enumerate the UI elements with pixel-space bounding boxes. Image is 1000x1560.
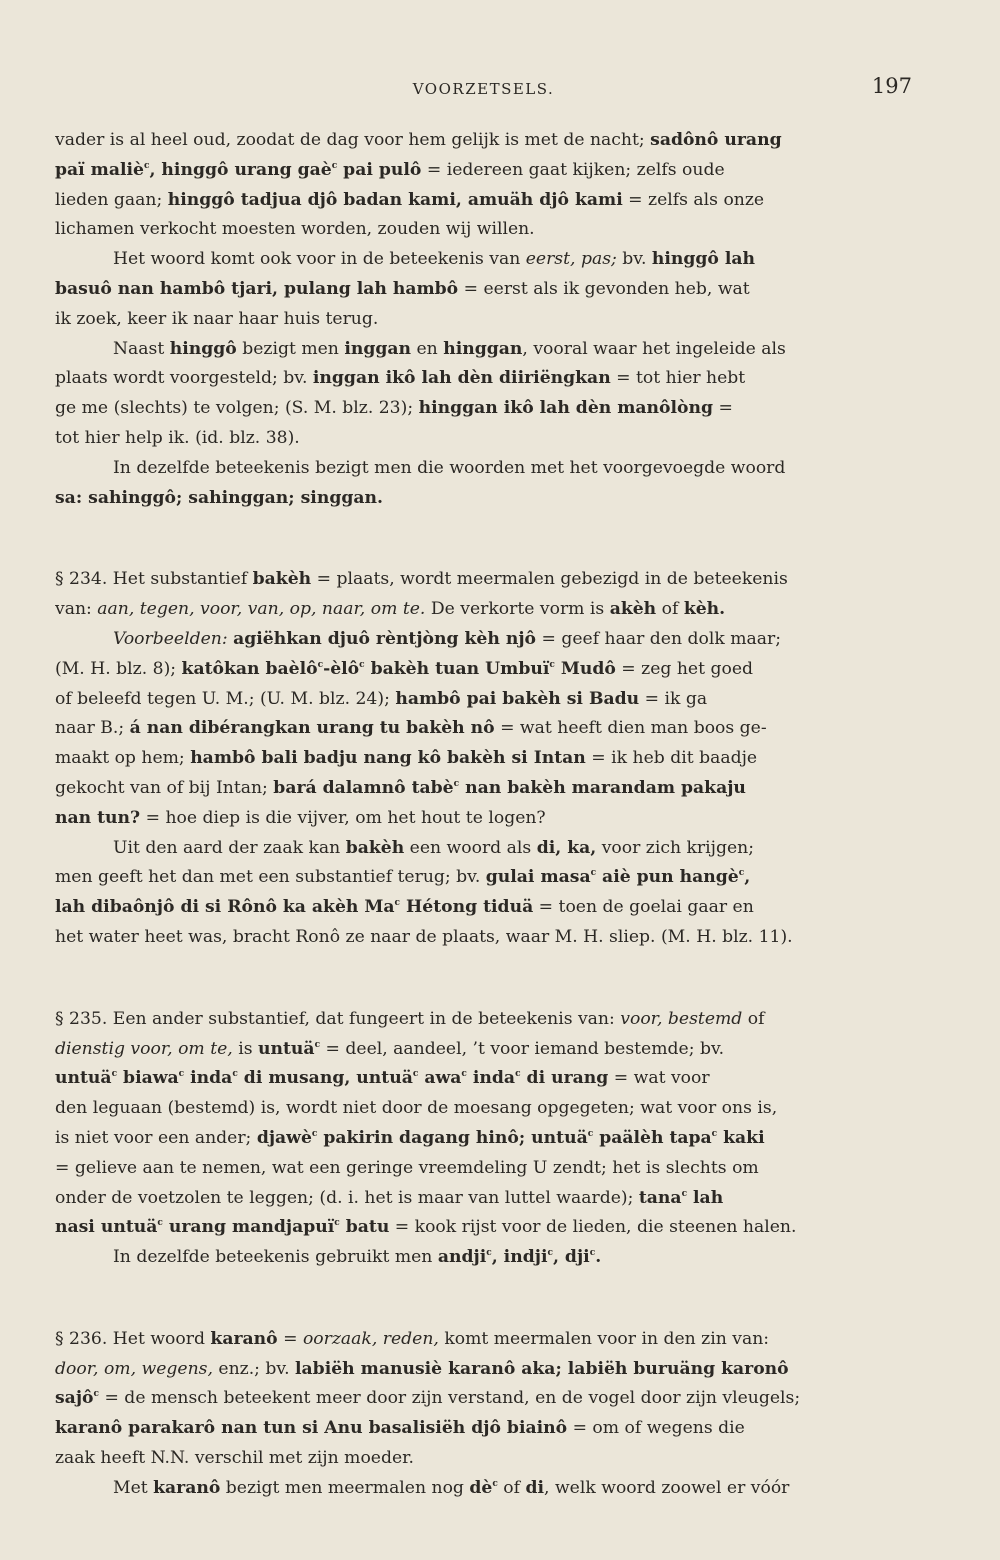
text-line: lah dibaônjô di si Rônô ka akèh Ma$^c$ Hétong tiduä = toen de goelai gaar en [55, 897, 754, 918]
text-line: lichamen verkocht moesten worden, zouden wij willen. [55, 219, 535, 240]
text-line: onder de voetzolen te leggen; (d. i. het is maar van luttel waarde); tana$^c$ lah [55, 1187, 724, 1208]
text-line: = gelieve aan te nemen, wat een geringe vreemdeling U zendt; het is slechts om [55, 1157, 759, 1178]
text-line: den leguaan (bestemd) is, wordt niet door de moesang opgegeten; wat voor ons is, [55, 1098, 778, 1119]
text-line: of beleefd tegen U. M.; (U. M. blz. 24); hambô pai bakèh si Badu = ik ga [55, 688, 708, 709]
text-line: Uit den aard der zaak kan bakèh een woord als di, ka, voor zich krijgen; [113, 837, 754, 858]
text-line: is niet voor een ander; djawè$^c$ pakirin dagang hinô; untuä$^c$ paälèh tapa$^c$ kaki [55, 1127, 765, 1148]
text-line: Voorbeelden: agiëhkan djuô rèntjòng kèh njô = geef haar den dolk maar; [113, 628, 782, 649]
text-line: (M. H. blz. 8); katôkan baèlô$^c$-èlô$^c$ bakèh tuan Umbuï$^c$ Mudô = zeg het goed [55, 658, 753, 679]
text-line: vader is al heel oud, zoodat de dag voor hem gelijk is met de nacht; sadônô urang [55, 130, 782, 150]
text-line: tot hier help ik. (id. blz. 38). [55, 427, 300, 448]
text-line: van: aan, tegen, voor, van, op, naar, om te. De verkorte vorm is akèh of kèh. [55, 599, 726, 620]
paragraph-gap [55, 953, 917, 1005]
text-line: gekocht van of bij Intan; bará dalamnô tabè$^c$ nan bakèh marandam pakaju [55, 777, 746, 798]
text-line: nan tun? = hoe diep is die vijver, om het hout te logen? [55, 807, 546, 828]
running-title: VOORZETSELS. [412, 80, 555, 98]
text-line: § 236. Het woord karanô = oorzaak, reden, komt meermalen voor in den zin van: [55, 1328, 770, 1349]
text-line: ik zoek, keer ik naar haar huis terug. [55, 308, 379, 329]
text-line: basuô nan hambô tjari, pulang lah hambô = eerst als ik gevonden heb, wat [55, 278, 750, 299]
text-line: In dezelfde beteekenis bezigt men die woorden met het voorgevoegde woord [113, 457, 786, 478]
text-line: zaak heeft N.N. verschil met zijn moeder. [55, 1448, 414, 1469]
body-text [55, 126, 917, 1504]
text-line: Naast hinggô bezigt men inggan en hinggan, vooral waar het ingeleide als [113, 338, 786, 359]
text-line: untuä$^c$ biawa$^c$ inda$^c$ di musang, untuä$^c$ awa$^c$ inda$^c$ di urang = wat voor [55, 1068, 710, 1089]
text-line: paï maliè$^c$, hinggô urang gaè$^c$ pai pulô = iedereen gaat kijken; zelfs oude [55, 159, 725, 180]
text-line: karanô parakarô nan tun si Anu basalisiëh djô biainô = om of wegens die [55, 1418, 745, 1439]
text-line: het water heet was, bracht Ronô ze naar de plaats, waar M. H. sliep. (M. H. blz. 11). [55, 926, 793, 947]
text-line: ge me (slechts) te volgen; (S. M. blz. 23); hinggan ikô lah dèn manôlòng = [55, 398, 733, 419]
text-line: maakt op hem; hambô bali badju nang kô bakèh si Intan = ik heb dit baadje [55, 748, 758, 769]
text-line: nasi untuä$^c$ urang mandjapuï$^c$ batu = kook rijst voor de lieden, die steenen halen. [55, 1217, 797, 1238]
text-line: § 235. Een ander substantief, dat fungeert in de beteekenis van: voor, bestemd of [55, 1008, 765, 1029]
text-line: § 234. Het substantief bakèh = plaats, wordt meermalen gebezigd in de beteekenis [55, 569, 788, 590]
text-line: plaats wordt voorgesteld; bv. inggan ikô lah dèn diiriëngkan = tot hier hebt [55, 368, 746, 389]
text-line: Met karanô bezigt men meermalen nog $dè^c$ of di, welk woord zoowel er vóór [113, 1477, 790, 1498]
text-line: sajô$^c$ = de mensch beteekent meer door zijn verstand, en de vogel door zijn vleugels; [55, 1388, 801, 1409]
text-line: sa: sahinggô; sahinggan; singgan. [55, 487, 383, 508]
paragraph-gap [55, 513, 917, 565]
paragraph-gap [55, 1273, 917, 1325]
page-header [55, 74, 912, 104]
text-line: men geeft het dan met een substantief terug; bv. gulai masa$^c$ aiè pun hangè$^c$, [55, 867, 751, 888]
text-line: door, om, wegens, enz.; bv. labiëh manusiè karanô aka; labiëh buruäng karonô [55, 1358, 789, 1379]
text-line: dienstig voor, om te, is untuä$^c$ = deel, aandeel, ’t voor iemand bestemde; bv. [55, 1038, 725, 1059]
text-line: lieden gaan; hinggô tadjua djô badan kami, amuäh djô kami = zelfs als onze [55, 189, 765, 210]
text-line: naar B.; á nan dibérangkan urang tu bakèh nô = wat heeft dien man boos ge- [55, 718, 767, 739]
page-number: 197 [871, 74, 912, 98]
text-line: In dezelfde beteekenis gebruikt men andji$^c$, indji$^c$, dji$^c$. [113, 1247, 602, 1268]
text-line: Het woord komt ook voor in de beteekenis van eerst, pas; bv. hinggô lah [113, 249, 756, 270]
